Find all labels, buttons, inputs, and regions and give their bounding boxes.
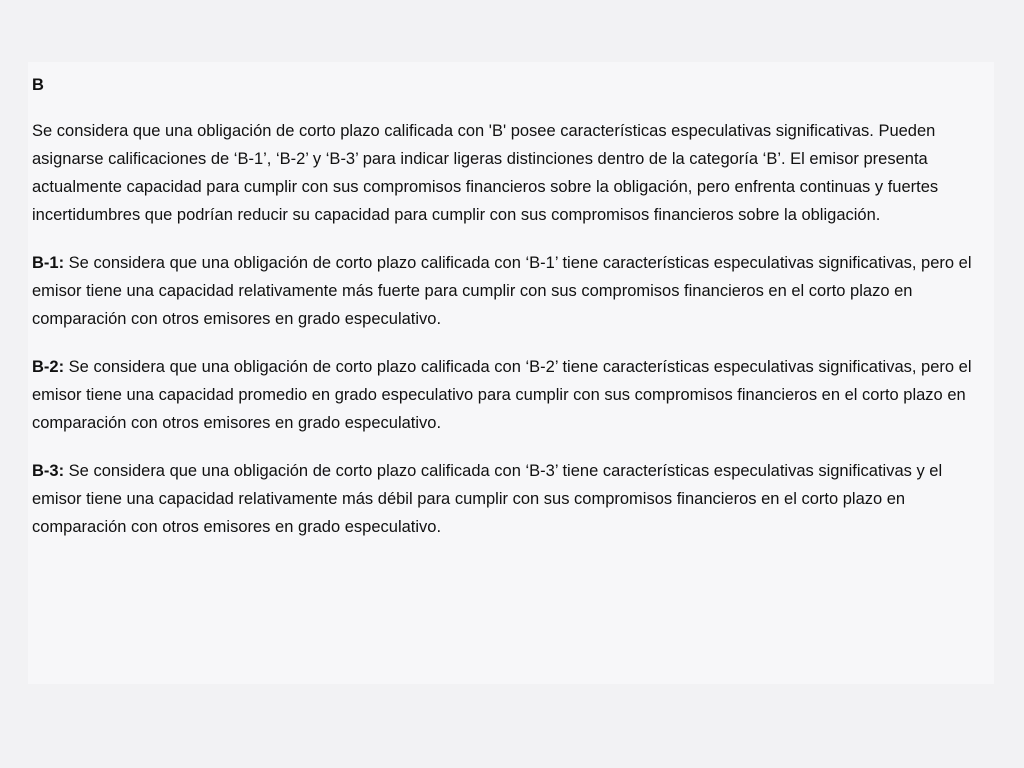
paragraph-text: Se considera que una obligación de corto plazo calificada con ‘B-3’ tiene características especulativas significativas y el emisor tiene una capacidad relativamente más débil para cumplir con sus compromisos financieros en el corto plazo en comparación con otros emisores en grado especulativo. — [32, 462, 943, 536]
rating-label-b3: B-3: — [32, 462, 65, 480]
paragraph-b3-definition — [32, 457, 994, 541]
rating-label-b1: B-1: — [32, 254, 65, 272]
category-heading: B — [32, 76, 44, 94]
slide-content — [28, 62, 994, 684]
paragraph-text: Se considera que una obligación de corto plazo calificada con 'B' posee características especulativas significativas. Pueden asignarse calificaciones de ‘B-1’, ‘B-2’ y ‘B-3’ para indicar ligeras distinciones dentro de la categoría ‘B’. El emisor presenta actualmente capacidad para cumplir con sus compromisos financieros sobre la obligación, pero enfrenta continuas y fuertes incertidumbres que podrían reducir su capacidad para cumplir con sus compromisos financieros sobre la obligación. — [32, 122, 939, 224]
rating-label-b2: B-2: — [32, 358, 65, 376]
paragraph-b1-definition — [32, 249, 994, 333]
paragraph-b2-definition — [32, 353, 994, 437]
paragraph-b-definition — [32, 117, 994, 229]
paragraph-text: Se considera que una obligación de corto plazo calificada con ‘B-2’ tiene características especulativas significativas, pero el emisor tiene una capacidad promedio en grado especulativo para cumplir con sus compromisos financieros en el corto plazo en comparación con otros emisores en grado especulativo. — [32, 358, 972, 432]
paragraph-text: Se considera que una obligación de corto plazo calificada con ‘B-1’ tiene características especulativas significativas, pero el emisor tiene una capacidad relativamente más fuerte para cumplir con sus compromisos financieros en el corto plazo en comparación con otros emisores en grado especulativo. — [32, 254, 972, 328]
